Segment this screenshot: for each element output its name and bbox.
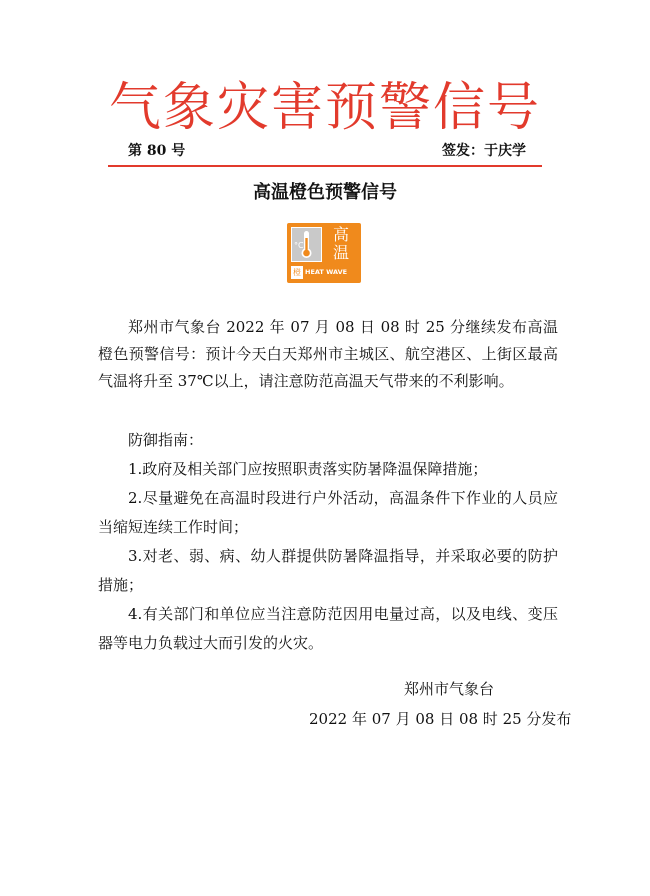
issuing-organization: 郑州市气象台 bbox=[404, 680, 495, 698]
header-divider bbox=[108, 165, 542, 167]
guidance-section bbox=[98, 426, 558, 658]
issue-number: 第 80 号 bbox=[128, 143, 186, 159]
signer-label: 签发： bbox=[442, 143, 484, 159]
notice-body bbox=[98, 314, 558, 395]
signal-color-tag: 橙 bbox=[293, 268, 301, 277]
signer bbox=[442, 140, 526, 162]
signal-hanzi-line1: 高 bbox=[332, 225, 349, 244]
guidance-item-1: 1.政府及相关部门应按照职责落实防暑降温保障措施； bbox=[128, 460, 488, 478]
thermometer-icon bbox=[291, 227, 322, 262]
publish-datetime: 2022 年 07 月 08 日 08 时 25 分发布 bbox=[309, 710, 572, 728]
signal-hanzi-line2: 温 bbox=[332, 243, 349, 262]
notice-body-paragraph: 郑州市气象台 2022 年 07 月 08 日 08 时 25 分继续发布高温橙色预警信号：预计今天白天郑州市主城区、航空港区、上街区最高气温将升至 37℃以上，请注意防范高温天气带来的不利影响。 bbox=[98, 318, 558, 390]
degree-text: °C bbox=[294, 241, 304, 250]
signal-english-label: HEAT WAVE bbox=[305, 268, 348, 276]
notice-title: 高温橙色预警信号 bbox=[253, 182, 397, 203]
guidance-item-4: 4.有关部门和单位应当注意防范因用电量过高，以及电线、变压器等电力负载过大而引发的火灾。 bbox=[98, 605, 558, 652]
heat-wave-orange-signal-icon bbox=[287, 223, 361, 283]
meta-row bbox=[108, 140, 542, 162]
signal-hanzi bbox=[324, 226, 358, 262]
signal-bottom-strip bbox=[291, 266, 357, 279]
guidance-item-2: 2.尽量避免在高温时段进行户外活动，高温条件下作业的人员应当缩短连续工作时间； bbox=[98, 489, 558, 536]
guidance-heading: 防御指南： bbox=[128, 431, 204, 449]
guidance-item-3: 3.对老、弱、病、幼人群提供防暑降温指导，并采取必要的防护措施； bbox=[98, 547, 558, 594]
masthead-title: 气象灾害预警信号 bbox=[108, 78, 541, 138]
signer-name: 于庆学 bbox=[484, 143, 526, 159]
